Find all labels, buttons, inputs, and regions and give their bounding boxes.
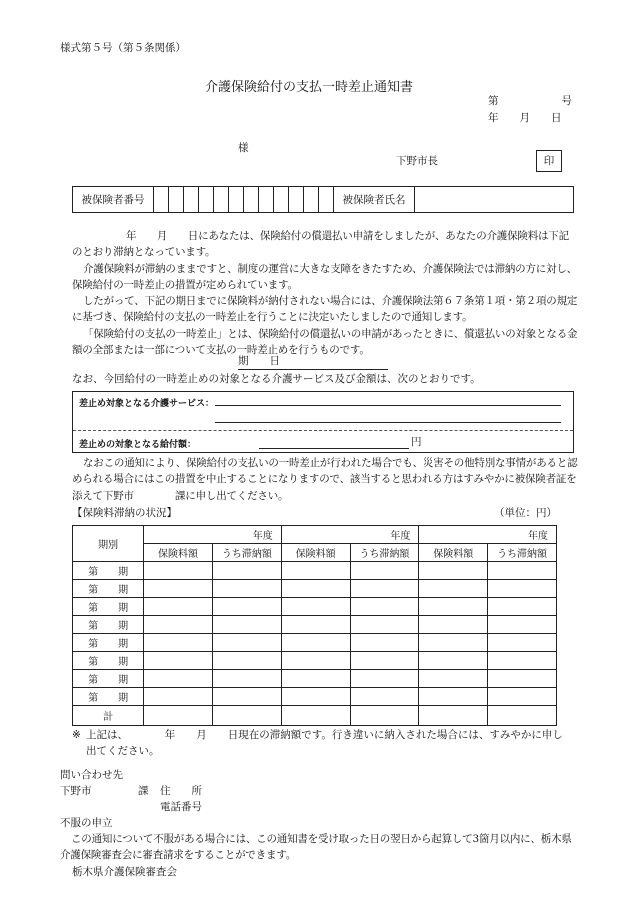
amount-cell[interactable] xyxy=(488,616,557,634)
seal-box xyxy=(536,150,562,172)
amount-cell[interactable] xyxy=(144,562,213,580)
period-label: 第 期 xyxy=(73,652,144,670)
col-arrears: うち滞納額 xyxy=(350,544,419,562)
amount-cell[interactable] xyxy=(350,652,419,670)
col-premium: 保険料額 xyxy=(144,544,213,562)
amount-cell[interactable] xyxy=(350,688,419,706)
amount-cell[interactable] xyxy=(419,616,488,634)
period-header: 期別 xyxy=(73,526,144,562)
id-digit-cell[interactable] xyxy=(184,187,199,212)
amount-cell[interactable] xyxy=(419,634,488,652)
amount-cell[interactable] xyxy=(144,598,213,616)
insured-number-label: 被保険者番号 xyxy=(73,187,154,212)
amount-cell[interactable] xyxy=(281,562,350,580)
contact-phone: 電話番号 xyxy=(160,801,202,813)
id-digit-cell[interactable] xyxy=(199,187,214,212)
col-premium: 保険料額 xyxy=(419,544,488,562)
amount-cell[interactable] xyxy=(350,670,419,688)
period-label: 第 期 xyxy=(73,670,144,688)
service-label: 差止め対象となる介護サービス： xyxy=(79,399,215,409)
amount-cell[interactable] xyxy=(419,670,488,688)
amount-cell[interactable] xyxy=(281,652,350,670)
seal-mark: 印 xyxy=(543,155,555,167)
contact-dept: 課 xyxy=(138,785,149,797)
remark-text: 上記は、 年 月 日現在の滞納額です。行き違いに納入された場合には、すみやかに申し出てください。 xyxy=(86,729,563,757)
total-label: 計 xyxy=(73,706,144,726)
total-cell[interactable] xyxy=(488,706,557,726)
deadline-label: 期 日 xyxy=(238,353,388,370)
amount-cell[interactable] xyxy=(419,598,488,616)
contact-address: 住 所 xyxy=(160,785,202,797)
paragraph-2: 介護保険料が滞納のままですと、制度の運営に大きな支障をきたすため、介護保険法では滞納の方に対し、保険給付の一時差止の措置が定められています。 xyxy=(72,262,577,291)
amount-cell[interactable] xyxy=(212,670,281,688)
total-cell[interactable] xyxy=(212,706,281,726)
amount-cell[interactable] xyxy=(144,580,213,598)
amount-cell[interactable] xyxy=(212,598,281,616)
appeal-title: 不服の申立 xyxy=(60,817,113,829)
amount-cell[interactable] xyxy=(144,616,213,634)
id-digit-cell[interactable] xyxy=(274,187,289,212)
arrears-table xyxy=(72,525,557,726)
table-row xyxy=(73,670,557,688)
amount-cell[interactable] xyxy=(488,688,557,706)
id-digit-cell[interactable] xyxy=(304,187,319,212)
body-paragraphs xyxy=(72,228,578,358)
amount-cell[interactable] xyxy=(419,562,488,580)
table-row xyxy=(73,580,557,598)
col-arrears: うち滞納額 xyxy=(488,544,557,562)
remark-mark: ※ xyxy=(72,729,81,741)
paragraph-1: 年 月 日にあなたは、保険給付の償還払い申請をしましたが、あなたの介護保険料は下記のとおり滞納となっています。 xyxy=(72,230,569,259)
period-label: 第 期 xyxy=(73,634,144,652)
amount-cell[interactable] xyxy=(350,562,419,580)
year-header-1: 年度 xyxy=(144,526,282,544)
amount-cell[interactable] xyxy=(281,670,350,688)
addressee-sama: 様 xyxy=(238,142,249,154)
amount-cell[interactable] xyxy=(281,634,350,652)
suspension-box xyxy=(72,391,574,453)
amount-cell[interactable] xyxy=(281,598,350,616)
insured-name-label: 被保険者氏名 xyxy=(334,187,415,212)
amount-cell[interactable] xyxy=(488,670,557,688)
amount-cell[interactable] xyxy=(488,634,557,652)
table-heading: 【保険料滞納の状況】 xyxy=(72,507,177,519)
amount-cell[interactable] xyxy=(144,670,213,688)
period-rows xyxy=(73,562,557,706)
amount-cell[interactable] xyxy=(488,652,557,670)
table-row xyxy=(73,616,557,634)
service-line-2[interactable] xyxy=(215,422,561,423)
appeal-text: この通知について不服がある場合には、この通知書を受け取った日の翌日から起算して3箇月以内に、栃木県介護保険審査会に審査請求をすることができます。 xyxy=(60,833,572,862)
id-digit-cell[interactable] xyxy=(169,187,184,212)
period-label: 第 期 xyxy=(73,562,144,580)
amount-cell[interactable] xyxy=(281,688,350,706)
id-digit-cell[interactable] xyxy=(229,187,244,212)
insured-name-field[interactable] xyxy=(415,187,573,212)
amount-cell[interactable] xyxy=(212,562,281,580)
service-line-1[interactable] xyxy=(215,405,561,406)
issue-date: 年 月 日 xyxy=(488,112,562,124)
amount-label: 差止めの対象となる給付額： xyxy=(79,440,197,450)
amount-cell[interactable] xyxy=(212,634,281,652)
divider xyxy=(73,430,573,431)
total-cell[interactable] xyxy=(144,706,213,726)
appeal-paragraph xyxy=(60,831,578,864)
amount-cell[interactable] xyxy=(419,688,488,706)
note-line: なお、今回給付の一時差止めの対象となる介護サービス及び金額は、次のとおりです。 xyxy=(72,373,481,385)
id-digit-cell[interactable] xyxy=(259,187,274,212)
amount-cell[interactable] xyxy=(488,598,557,616)
form-number: 様式第５号（第５条関係） xyxy=(60,42,186,54)
period-label: 第 期 xyxy=(73,688,144,706)
amount-cell[interactable] xyxy=(488,580,557,598)
amount-cell[interactable] xyxy=(350,598,419,616)
document-title: 介護保険給付の支払一時差止通知書 xyxy=(205,80,414,95)
total-cell[interactable] xyxy=(419,706,488,726)
deadline xyxy=(238,353,358,370)
document-number: 第 号 xyxy=(488,95,572,107)
disaster-paragraph xyxy=(72,455,578,504)
amount-field[interactable] xyxy=(259,435,409,449)
amount-cell[interactable] xyxy=(212,580,281,598)
table-row xyxy=(73,634,557,652)
id-digit-cell[interactable] xyxy=(154,187,169,212)
col-arrears: うち滞納額 xyxy=(212,544,281,562)
year-header-3: 年度 xyxy=(419,526,557,544)
paragraph-3: したがって、下記の期日までに保険料が納付されない場合には、介護保険法第６７条第１項・第２項の規定に基づき、保険給付の支払の一時差止を行うことに決定いたしましたので通知します。 xyxy=(72,295,578,324)
amount-cell[interactable] xyxy=(144,652,213,670)
paragraph-4: 「保険給付の支払の一時差止」とは、保険給付の償還払いの申請があったときに、償還払いの対象となる金額の全部または一部について支払の一時差止めを行うものです。 xyxy=(72,327,578,357)
table-row xyxy=(73,652,557,670)
unit-label: （単位：円） xyxy=(494,507,557,519)
yen-label: 円 xyxy=(411,436,422,448)
amount-cell[interactable] xyxy=(144,688,213,706)
table-row xyxy=(73,688,557,706)
id-digit-cell[interactable] xyxy=(289,187,304,212)
period-label: 第 期 xyxy=(73,598,144,616)
mayor-name: 下野市長 xyxy=(396,155,438,167)
amount-cell[interactable] xyxy=(419,580,488,598)
amount-cell[interactable] xyxy=(350,580,419,598)
amount-cell[interactable] xyxy=(212,616,281,634)
appeal-org: 栃木県介護保険審査会 xyxy=(72,866,177,878)
disaster-text: なおこの通知により、保険給付の支払いの一時差止が行われた場合でも、災害その他特別な事情があると認められる場合にはこの措置を中止することになりますので、該当すると思われる方はすみやかに被保険者証を添えて下野市 課に申し出てください。 xyxy=(72,457,578,502)
contact-city: 下野市 xyxy=(60,785,92,797)
id-digit-cell[interactable] xyxy=(319,187,334,212)
total-cell[interactable] xyxy=(350,706,419,726)
contact-title: 問い合わせ先 xyxy=(60,769,123,781)
amount-cell[interactable] xyxy=(212,652,281,670)
col-premium: 保険料額 xyxy=(281,544,350,562)
amount-cell[interactable] xyxy=(212,688,281,706)
id-digit-cell[interactable] xyxy=(214,187,229,212)
year-header-2: 年度 xyxy=(281,526,419,544)
period-label: 第 期 xyxy=(73,616,144,634)
amount-cell[interactable] xyxy=(281,616,350,634)
total-cell[interactable] xyxy=(281,706,350,726)
period-label: 第 期 xyxy=(73,580,144,598)
amount-cell[interactable] xyxy=(350,616,419,634)
amount-cell[interactable] xyxy=(419,652,488,670)
id-digit-cell[interactable] xyxy=(244,187,259,212)
amount-cell[interactable] xyxy=(350,634,419,652)
amount-cell[interactable] xyxy=(488,562,557,580)
insured-info-box xyxy=(72,186,574,213)
amount-cell[interactable] xyxy=(281,580,350,598)
amount-cell[interactable] xyxy=(144,634,213,652)
table-row xyxy=(73,562,557,580)
table-row xyxy=(73,598,557,616)
